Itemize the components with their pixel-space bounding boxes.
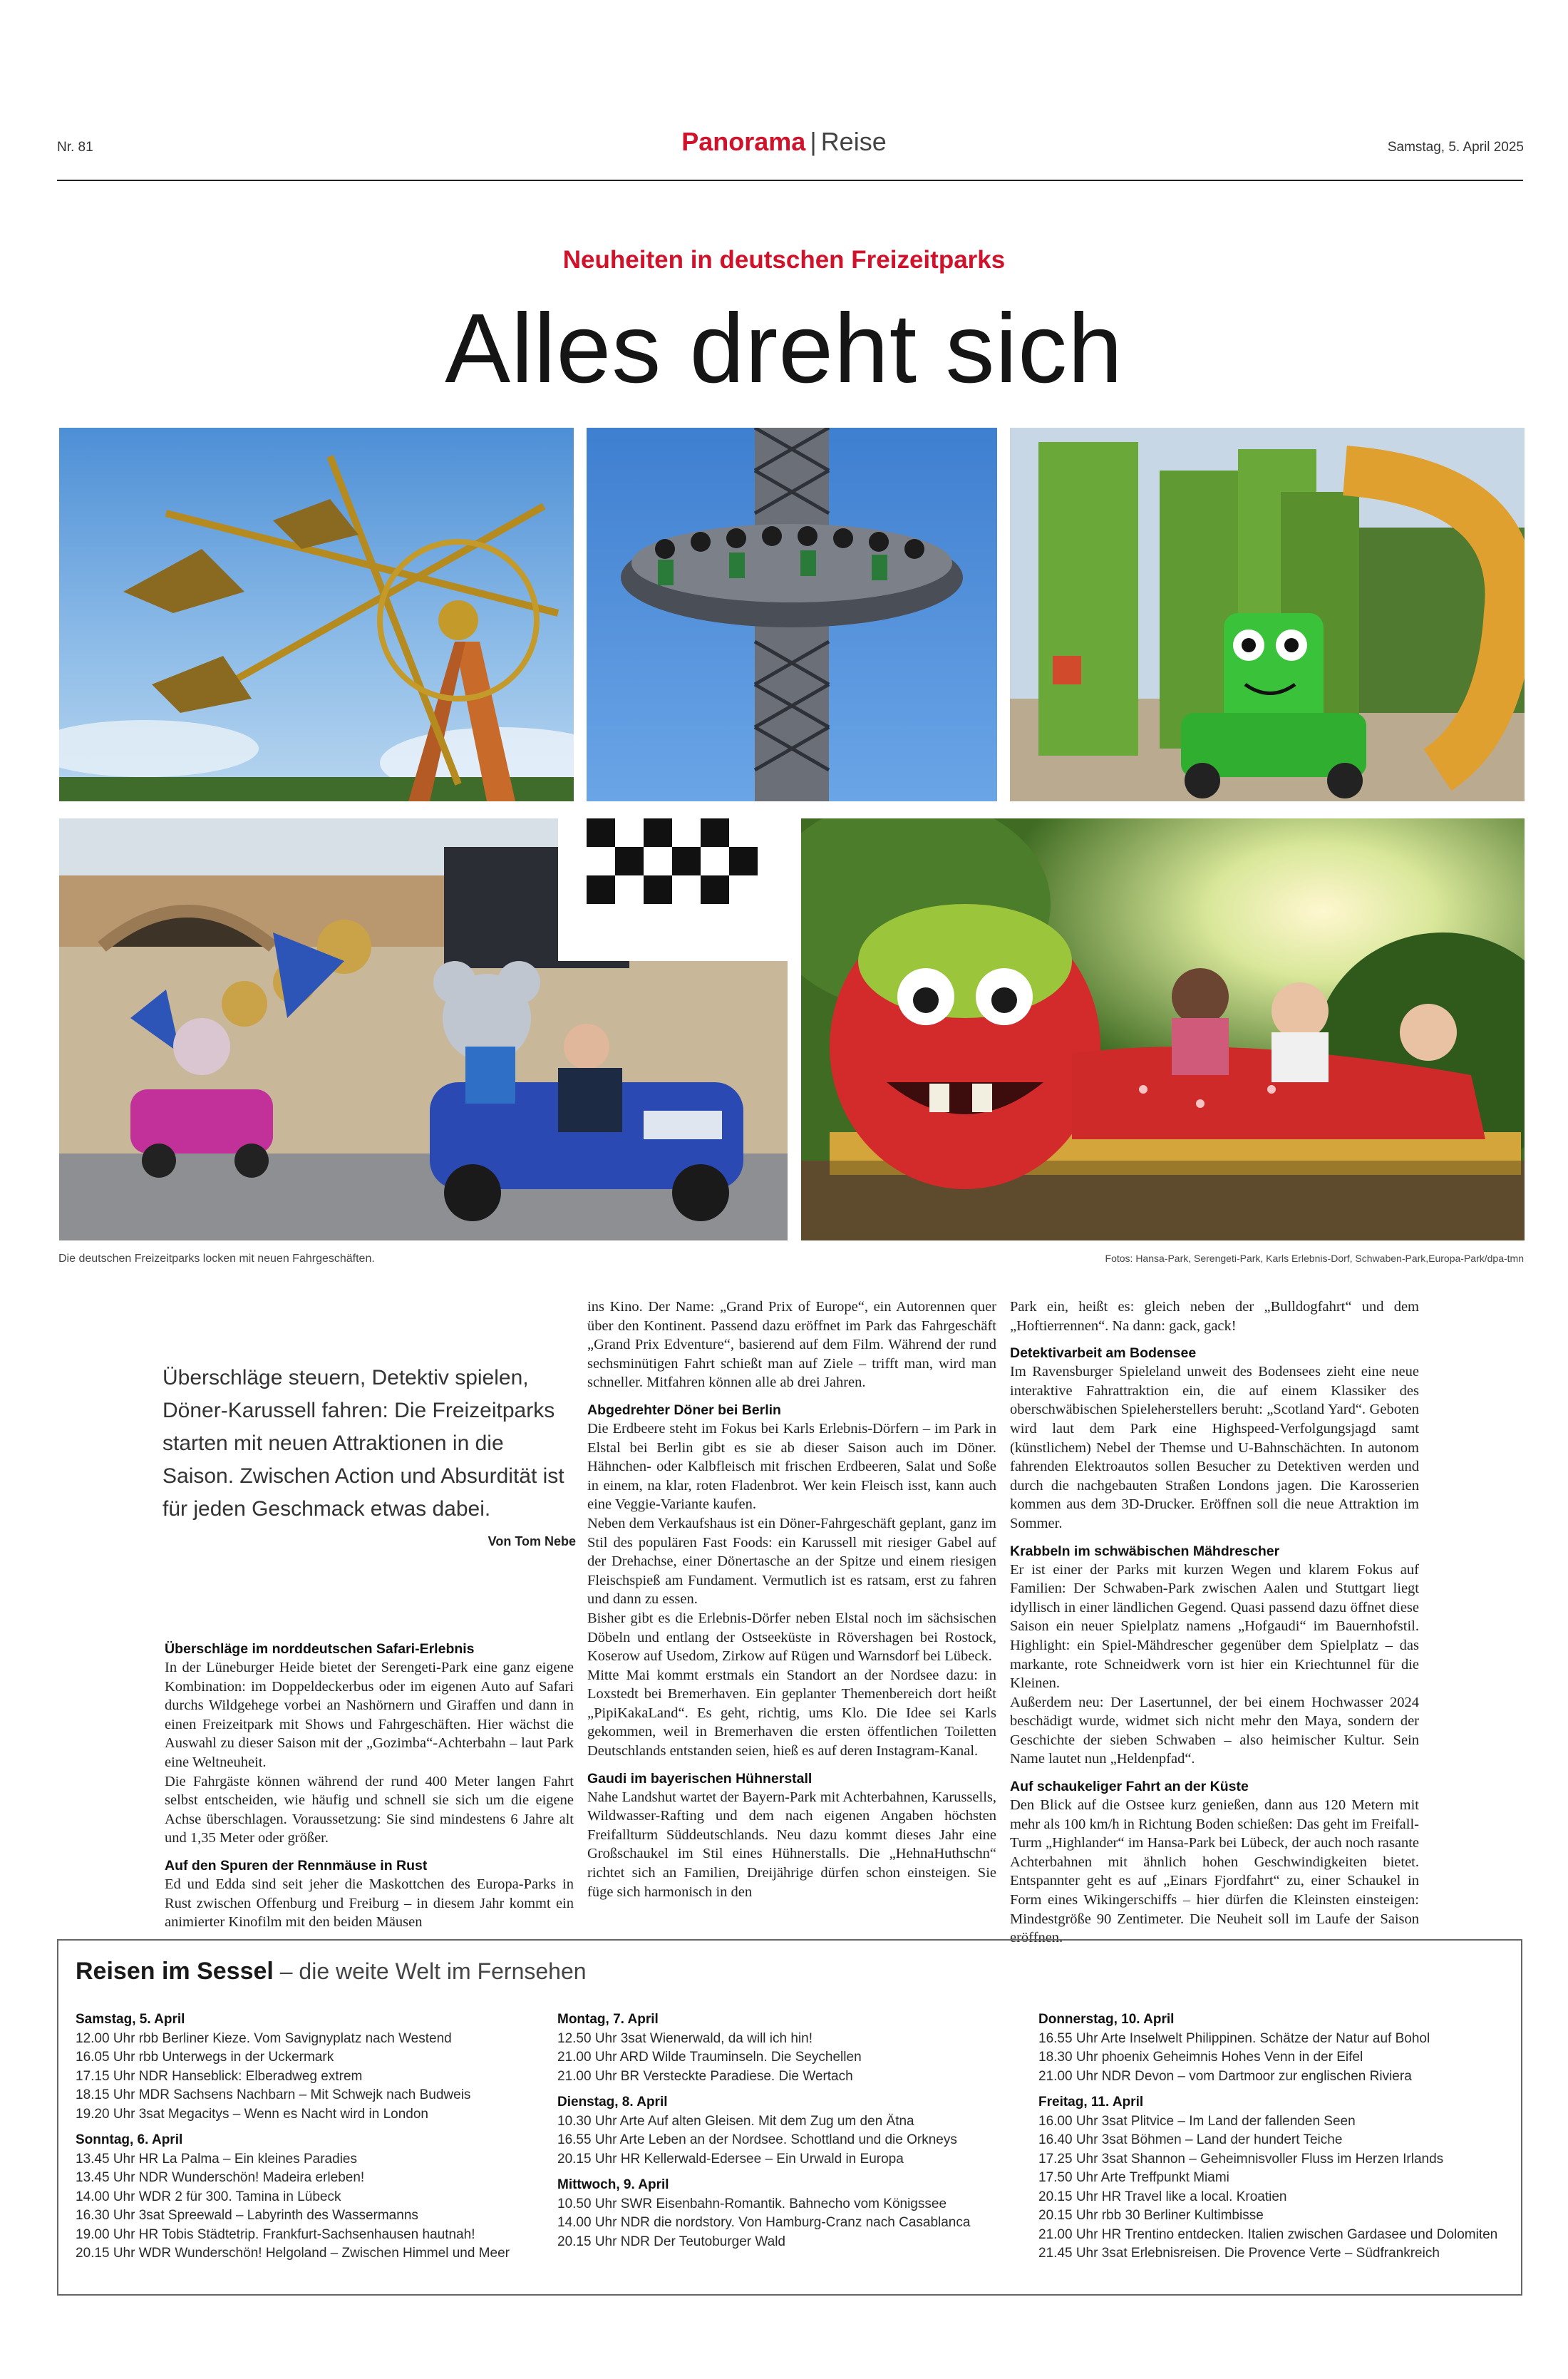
tv-listing-item: 16.00 Uhr 3sat Plitvice – Im Land der fallenden Seen: [1038, 2113, 1356, 2129]
article-paragraph: ins Kino. Der Name: „Grand Prix of Europe“, ein Autorennen quer über den Kontinent. Passend dazu eröffnet im Park das Fahrgeschäft „Grand Prix Edventure“, basierend auf dem Film. Während der rund sechsminütigen Fahrt schießt man auf Ziele – trifft man, wird man schneller. Mitfahren können alle ab drei Jahren.: [587, 1299, 996, 1391]
tv-listing-item: 12.00 Uhr rbb Berliner Kieze. Vom Savignyplatz nach Westend: [76, 2030, 452, 2046]
article-column-1: [165, 1640, 574, 1932]
article-paragraph: Im Ravensburger Spieleland unweit des Bodensees zieht eine neue interaktive Fahrattraktion ein, die auf einem Klassiker des oberschwäbischen Spieleherstellers beruht: „Scotland Yard“. Geboten wird laut dem Park eine Highspeed-Verfolgungsjagd samt (künstlichem) Nebel der Themse und U-Bahnschächten. In autonom fahrenden Elektroautos sollen Besucher zu Detektiven werden und durch die nachgebauten Straßen Londons jagen. Die Karosserien kommen aus dem 3D-Drucker. Eröffnen soll die neue Attraktion im Sommer.: [1010, 1364, 1419, 1531]
tv-listing-item: 20.15 Uhr HR Kellerwald-Edersee – Ein Urwald in Europa: [557, 2151, 904, 2167]
section-separator: |: [810, 127, 817, 156]
tv-listing-item: 17.15 Uhr NDR Hanseblick: Elberadweg extrem: [76, 2068, 363, 2084]
tv-day-heading: Dienstag, 8. April: [557, 2095, 668, 2110]
tv-listing-item: 20.15 Uhr rbb 30 Berliner Kultimbisse: [1038, 2208, 1264, 2223]
tv-listing-item: 18.30 Uhr phoenix Geheimnis Hohes Venn in der Eifel: [1038, 2050, 1363, 2065]
tv-listing-item: 13.45 Uhr NDR Wunderschön! Madeira erleben!: [76, 2170, 365, 2185]
article-subheading: Detektivarbeit am Bodensee: [1010, 1345, 1197, 1362]
tv-listing-item: 21.00 Uhr BR Versteckte Paradiese. Die Wertach: [557, 2068, 853, 2084]
byline: Von Tom Nebe: [488, 1534, 576, 1548]
tv-listing-item: 21.00 Uhr HR Trentino entdecken. Italien zwischen Gardasee und Dolomiten: [1038, 2226, 1498, 2242]
article-paragraph: Die Erdbeere steht im Fokus bei Karls Erlebnis-Dörfern – im Park in Elstal bei Berlin gibt es sie ab dieser Saison auch im Döner. Hähnchen- oder Kalbfleisch mit frischen Erdbeeren, Salat und Soße in einem, na klar, roten Fladenbrot. Wer kein Fleisch isst, kann auch eine Veggie-Variante kaufen.: [587, 1420, 996, 1513]
tv-listing-item: 16.55 Uhr Arte Inselwelt Philippinen. Schätze der Natur auf Bohol: [1038, 2030, 1430, 2046]
article-column-3: [1010, 1298, 1419, 1948]
photo-caption: Die deutschen Freizeitparks locken mit neuen Fahrgeschäften.: [58, 1253, 375, 1265]
tv-box-title-main: Reisen im Sessel: [76, 1958, 274, 1985]
tv-day-heading: Samstag, 5. April: [76, 2012, 185, 2027]
section-header: [0, 127, 1568, 157]
section-name: Panorama: [681, 127, 806, 156]
tv-listing-item: 17.50 Uhr Arte Treffpunkt Miami: [1038, 2170, 1229, 2185]
tv-day-heading: Donnerstag, 10. April: [1038, 2012, 1175, 2027]
article-paragraph: Neben dem Verkaufshaus ist ein Döner-Fahrgeschäft geplant, ganz im Stil des populären Fast Foods: ein Karussell mit riesiger Gabel auf der Drehachse, einer Dönertasche an der Spitze und einem riesigen Fleischspieß am Fundament. Vermutlich ist es ratsam, erst zu fahren und dann zu essen.: [587, 1515, 996, 1608]
article-paragraph: In der Lüneburger Heide bietet der Serengeti-Park eine ganz eigene Kombination: im Doppeldeckerbus oder im eigenen Auto auf Safari durchs Wildgehege vorbei an Nashörnern und Giraffen und dann in einen Freizeitpark mit Shows und Fahrgeschäften. Hier wächst die Auswahl zu dieser Saison mit der „Gozimba“-Achterbahn – laut Park eine Weltneuheit.: [165, 1660, 574, 1770]
tv-listing-item: 17.25 Uhr 3sat Shannon – Geheimnisvoller Fluss im Herzen Irlands: [1038, 2151, 1444, 2167]
photo-playground-harvester: [1010, 428, 1525, 801]
tv-day-heading: Freitag, 11. April: [1038, 2095, 1144, 2110]
photo-drop-tower: [587, 428, 997, 801]
tv-listing-item: 21.00 Uhr NDR Devon – vom Dartmoor zur englischen Riviera: [1038, 2068, 1412, 2084]
tv-listing-item: 10.50 Uhr SWR Eisenbahn-Romantik. Bahnecho vom Königssee: [557, 2196, 947, 2211]
tv-listing-item: 21.45 Uhr 3sat Erlebnisreisen. Die Provence Verte – Südfrankreich: [1038, 2246, 1440, 2261]
tv-listing-item: 16.30 Uhr 3sat Spreewald – Labyrinth des Wassermanns: [76, 2208, 418, 2223]
tv-listing-item: 13.45 Uhr HR La Palma – Ein kleines Paradies: [76, 2151, 357, 2167]
photo-credit: Fotos: Hansa-Park, Serengeti-Park, Karls Erlebnis-Dorf, Schwaben-Park,Europa-Park/dpa-tmn: [1105, 1253, 1524, 1264]
article-subheading: Gaudi im bayerischen Hühnerstall: [587, 1770, 813, 1787]
tv-column-1: [76, 2010, 539, 2264]
article-subheading: Abgedrehter Döner bei Berlin: [587, 1402, 781, 1418]
tv-listing-item: 16.40 Uhr 3sat Böhmen – Land der hundert Teiche: [1038, 2132, 1343, 2147]
tv-listing-item: 19.00 Uhr HR Tobis Städtetrip. Frankfurt-Sachsenhausen hautnah!: [76, 2226, 475, 2242]
tv-listing-item: 16.05 Uhr rbb Unterwegs in der Uckermark: [76, 2050, 334, 2065]
tv-listing-item: 16.55 Uhr Arte Leben an der Nordsee. Schottland und die Orkneys: [557, 2132, 957, 2147]
article-paragraph: Nahe Landshut wartet der Bayern-Park mit Achterbahnen, Karussells, Wildwasser-Rafting und dem nach eigenen Angaben höchsten Freifallturm Süddeutschlands. Neu dazu kommt dieses Jahr eine Großschaukel im Stil eines Hühnerstalls. Die „HehnaHuthschn“ richtet sich an Familien, Dreijährige dürfen schon einsteigen. Sie füge sich harmonisch in den: [587, 1789, 996, 1900]
article-kicker: Neuheiten in deutschen Freizeitparks: [562, 246, 1006, 274]
article-subheading: Auf schaukeliger Fahrt an der Küste: [1010, 1779, 1249, 1795]
article-column-2: [587, 1298, 996, 1901]
tv-listing-item: 19.20 Uhr 3sat Megacitys – Wenn es Nacht wird in London: [76, 2106, 428, 2122]
header-rule: [57, 180, 1523, 181]
article-paragraph: Mitte Mai kommt erstmals ein Standort an der Nordsee dazu: in Loxstedt bei Bremerhaven. Ein geplanter Themenbereich dort heißt „PipiKakaLand“. Es geht, richtig, ums Klo. Die Idee sei Karls gekommen, weil in Bremerhaven die ersten öffentlichen Toiletten Deutschlands entstanden seien, hieß es auf deren Instagram-Kanal.: [587, 1667, 996, 1759]
tv-listing-item: 18.15 Uhr MDR Sachsens Nachbarn – Mit Schwejk nach Budweis: [76, 2087, 471, 2102]
tv-listing-item: 20.15 Uhr HR Travel like a local. Kroatien: [1038, 2189, 1287, 2204]
tv-day-heading: Sonntag, 6. April: [76, 2132, 183, 2147]
article-lead: [163, 1362, 576, 1549]
tv-listing-item: 10.30 Uhr Arte Auf alten Gleisen. Mit dem Zug um den Ätna: [557, 2113, 914, 2129]
tv-day-heading: Montag, 7. April: [557, 2012, 659, 2027]
tv-listing-item: 14.00 Uhr WDR 2 für 300. Tamina in Lübeck: [76, 2189, 341, 2204]
article-paragraph: Park ein, heißt es: gleich neben der „Bulldogfahrt“ und dem „Hoftierrennen“. Na dann: gack, gack!: [1010, 1299, 1419, 1334]
subsection-name: Reise: [820, 127, 887, 156]
tv-listing-item: 21.00 Uhr ARD Wilde Trauminseln. Die Seychellen: [557, 2050, 862, 2065]
article-paragraph: Den Blick auf die Ostsee kurz genießen, dann aus 120 Metern mit mehr als 100 km/h in Richtung Boden schießen: Das geht im Freifall-Turm „Highlander“ im Hansa-Park bei Lübeck, der auch noch rasante Achterbahnen mit ähnlich hohen Geschwindigkeiten bietet. Entspannter geht es auf „Einars Fjordfahrt“ zu, einer Schaukel in Form eines Wikingerschiffs – hier dürfen die Kleinsten einsteigen: Mindestgröße 90 Zentimeter. Die Neuheit soll im Laufe der Saison eröffnen.: [1010, 1797, 1419, 1946]
issue-date: Samstag, 5. April 2025: [1387, 140, 1524, 155]
article-subheading: Auf den Spuren der Rennmäuse in Rust: [165, 1857, 428, 1874]
article-subheading: Überschläge im norddeutschen Safari-Erlebnis: [165, 1641, 475, 1657]
issue-number: Nr. 81: [57, 140, 93, 155]
article-paragraph: Er ist einer der Parks mit kurzen Wegen und klarem Fokus auf Familien: Der Schwaben-Park zwischen Aalen und Stuttgart liegt idyllisch in einer ländlichen Gegend. Quasi passend dazu öffnet diese Saison ein neuer Spielplatz namens „Hofgaudi“ im Bauernhofstil. Highlight: ein Spiel-Mähdrescher gegenüber dem Spielplatz – das markante, rote Schneidwerk vorn ist hier ein Kriechtunnel für die Kleinen.: [1010, 1561, 1419, 1692]
article-paragraph: Die Fahrgäste können während der rund 400 Meter langen Fahrt selbst entscheiden, wie häufig und schnell sie sich um die eigene Achse überschlagen. Voraussetzung: Sie sind mindestens 6 Jahre alt und 1,35 Meter oder größer.: [165, 1773, 574, 1846]
tv-day-heading: Mittwoch, 9. April: [557, 2177, 669, 2192]
tv-listing-item: 20.15 Uhr WDR Wunderschön! Helgoland – Zwischen Himmel und Meer: [76, 2246, 510, 2261]
article-paragraph: Außerdem neu: Der Lasertunnel, der bei einem Hochwasser 2024 beschädigt wurde, widmet sich nicht mehr den Maya, sondern der Geschichte der sieben Schwaben – also heimischer Kultur. Sein Name lautet nun „Heldenpfad“.: [1010, 1694, 1419, 1767]
article-headline: Alles dreht sich: [445, 294, 1123, 404]
tv-listing-item: 14.00 Uhr NDR die nordstory. Von Hamburg-Cranz nach Casablanca: [557, 2215, 971, 2230]
photo-mouse-racecar: [59, 818, 788, 1240]
tv-listing-item: 20.15 Uhr NDR Der Teutoburger Wald: [557, 2234, 785, 2249]
tv-column-3: [1038, 2010, 1509, 2264]
tv-box-title-sub: – die weite Welt im Fernsehen: [273, 1958, 587, 1984]
article-paragraph: Ed und Edda sind seit jeher die Maskottchen des Europa-Parks in Rust zwischen Offenburg und Freiburg – in diesem Jahr kommt ein animierter Kinofilm mit den beiden Mäusen: [165, 1876, 574, 1931]
tv-box-title: [76, 1958, 587, 1985]
article-paragraph: Bisher gibt es die Erlebnis-Dörfer neben Elstal noch im sächsischen Döbeln und entlang der Ostseeküste in Rövershagen bei Rostock, Koserow auf Usedom, Zirkow auf Rügen und Warnsdorf bei Lübeck.: [587, 1610, 996, 1665]
article-subheading: Krabbeln im schwäbischen Mähdrescher: [1010, 1543, 1280, 1559]
tv-listing-item: 12.50 Uhr 3sat Wienerwald, da will ich hin!: [557, 2030, 813, 2046]
lead-text: Überschläge steuern, Detektiv spielen, Döner-Karussell fahren: Die Freizeitparks starten mit neuen Attraktionen in die Saison. Zwischen Action und Absurdität ist für jeden Geschmack etwas dabei.: [163, 1366, 564, 1521]
photo-caterpillar-coaster: [801, 818, 1525, 1240]
tv-column-2: [557, 2010, 1021, 2251]
photo-pendulum-ride: [59, 428, 574, 801]
